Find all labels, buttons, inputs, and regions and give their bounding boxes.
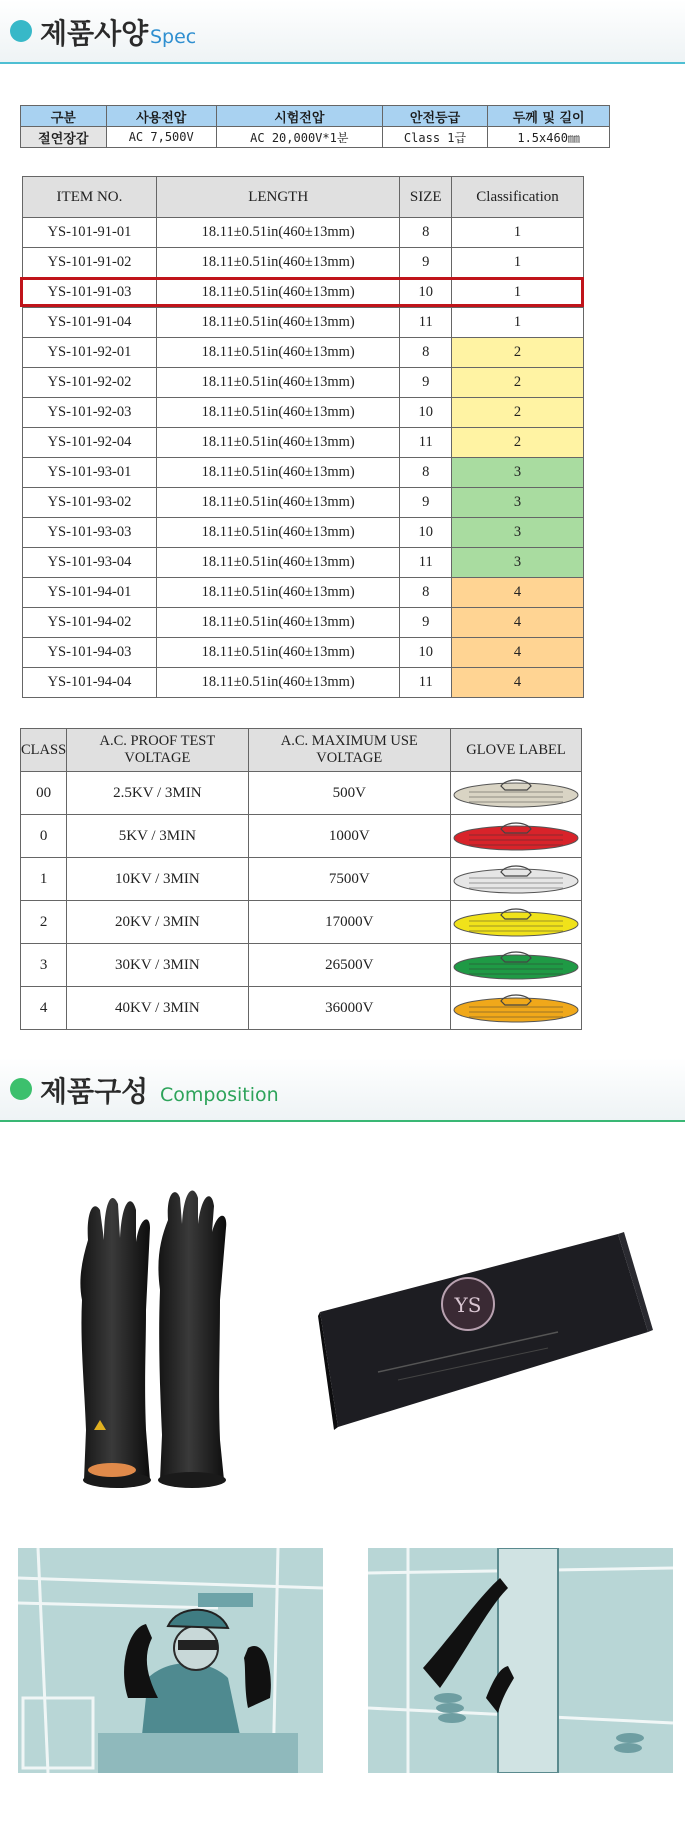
table-row	[23, 548, 584, 578]
class-cell: 00	[21, 772, 67, 815]
composition-title-kr: 제품구성	[40, 1075, 149, 1108]
size-cell: 8	[400, 218, 452, 248]
glove-label-icon	[451, 819, 581, 853]
length-cell: 18.11±0.51in(460±13mm)	[156, 668, 400, 698]
composition-section-header	[0, 1058, 685, 1122]
table-row	[23, 608, 584, 638]
size-cell: 10	[400, 638, 452, 668]
class-cell: 1	[21, 858, 67, 901]
classification-cell: 4	[452, 668, 584, 698]
size-cell: 11	[400, 308, 452, 338]
proof-voltage-cell: 5KV / 3MIN	[67, 815, 248, 858]
item-table	[22, 176, 584, 698]
spec-summary-table	[20, 105, 610, 148]
table-row	[23, 308, 584, 338]
length-cell: 18.11±0.51in(460±13mm)	[156, 248, 400, 278]
item-no-cell: YS-101-93-02	[23, 488, 157, 518]
length-cell: 18.11±0.51in(460±13mm)	[156, 278, 400, 308]
spec-section-header	[0, 0, 685, 64]
table-row	[23, 638, 584, 668]
item-no-cell: YS-101-94-04	[23, 668, 157, 698]
item-no-cell: YS-101-91-04	[23, 308, 157, 338]
item-header-cell: ITEM NO.	[23, 177, 157, 218]
spec-header-cell: 안전등급	[382, 106, 488, 127]
length-cell: 18.11±0.51in(460±13mm)	[156, 518, 400, 548]
length-cell: 18.11±0.51in(460±13mm)	[156, 338, 400, 368]
item-no-cell: YS-101-92-02	[23, 368, 157, 398]
classification-cell: 2	[452, 428, 584, 458]
table-row	[23, 428, 584, 458]
bullet-dot-icon	[10, 20, 32, 42]
item-header-cell: LENGTH	[156, 177, 400, 218]
box-logo-text: YS	[454, 1293, 482, 1317]
composition-title-en: Composition	[160, 1084, 279, 1106]
item-no-cell: YS-101-91-02	[23, 248, 157, 278]
max-voltage-cell: 17000V	[248, 901, 450, 944]
length-cell: 18.11±0.51in(460±13mm)	[156, 488, 400, 518]
table-row	[21, 815, 582, 858]
max-voltage-cell: 7500V	[248, 858, 450, 901]
size-cell: 9	[400, 608, 452, 638]
table-row	[23, 398, 584, 428]
spec-value-cell: AC 20,000V*1분	[216, 127, 382, 148]
class-header-cell: CLASS	[21, 729, 67, 772]
table-row	[21, 901, 582, 944]
table-row	[23, 278, 584, 308]
table-row	[23, 578, 584, 608]
table-row	[21, 987, 582, 1030]
length-cell: 18.11±0.51in(460±13mm)	[156, 218, 400, 248]
size-cell: 8	[400, 338, 452, 368]
table-row	[21, 944, 582, 987]
table-row	[23, 458, 584, 488]
table-row	[23, 218, 584, 248]
item-no-cell: YS-101-92-04	[23, 428, 157, 458]
item-no-cell: YS-101-94-03	[23, 638, 157, 668]
length-cell: 18.11±0.51in(460±13mm)	[156, 548, 400, 578]
classification-cell: 4	[452, 608, 584, 638]
classification-cell: 2	[452, 338, 584, 368]
spec-value-cell: 절연장갑	[21, 127, 107, 148]
length-cell: 18.11±0.51in(460±13mm)	[156, 458, 400, 488]
item-no-cell: YS-101-93-03	[23, 518, 157, 548]
classification-cell: 3	[452, 548, 584, 578]
classification-cell: 3	[452, 458, 584, 488]
class-header-cell: GLOVE LABEL	[450, 729, 581, 772]
item-no-cell: YS-101-92-03	[23, 398, 157, 428]
length-cell: 18.11±0.51in(460±13mm)	[156, 368, 400, 398]
proof-voltage-cell: 2.5KV / 3MIN	[67, 772, 248, 815]
size-cell: 10	[400, 398, 452, 428]
spec-title-en: Spec	[150, 26, 197, 48]
item-no-cell: YS-101-92-01	[23, 338, 157, 368]
class-cell: 0	[21, 815, 67, 858]
size-cell: 11	[400, 668, 452, 698]
item-header-cell: SIZE	[400, 177, 452, 218]
spec-title-kr: 제품사양	[40, 17, 149, 50]
size-cell: 9	[400, 368, 452, 398]
classification-cell: 3	[452, 518, 584, 548]
table-row	[23, 518, 584, 548]
classification-cell: 1	[452, 248, 584, 278]
table-row	[23, 338, 584, 368]
glove-label-cell	[450, 858, 581, 901]
table-row	[23, 668, 584, 698]
table-row	[23, 368, 584, 398]
length-cell: 18.11±0.51in(460±13mm)	[156, 608, 400, 638]
length-cell: 18.11±0.51in(460±13mm)	[156, 308, 400, 338]
glove-label-cell	[450, 987, 581, 1030]
class-header-cell: A.C. PROOF TEST VOLTAGE	[67, 729, 248, 772]
size-cell: 11	[400, 428, 452, 458]
size-cell: 10	[400, 518, 452, 548]
proof-voltage-cell: 10KV / 3MIN	[67, 858, 248, 901]
item-no-cell: YS-101-91-03	[23, 278, 157, 308]
glove-label-cell	[450, 815, 581, 858]
table-row	[23, 248, 584, 278]
item-no-cell: YS-101-93-01	[23, 458, 157, 488]
table-row	[21, 858, 582, 901]
classification-cell: 1	[452, 308, 584, 338]
class-cell: 4	[21, 987, 67, 1030]
classification-cell: 1	[452, 218, 584, 248]
size-cell: 11	[400, 548, 452, 578]
worker-with-gloves-illustration	[18, 1548, 323, 1773]
size-cell: 8	[400, 578, 452, 608]
hand-on-power-line-illustration	[368, 1548, 673, 1773]
spec-header-cell: 두께 및 길이	[488, 106, 610, 127]
length-cell: 18.11±0.51in(460±13mm)	[156, 428, 400, 458]
spec-value-cell: 1.5x460㎜	[488, 127, 610, 148]
black-rubber-gloves-image	[60, 1180, 260, 1510]
spec-header-cell: 사용전압	[106, 106, 216, 127]
proof-voltage-cell: 30KV / 3MIN	[67, 944, 248, 987]
classification-cell: 4	[452, 578, 584, 608]
item-no-cell: YS-101-93-04	[23, 548, 157, 578]
glove-label-cell	[450, 901, 581, 944]
proof-voltage-cell: 20KV / 3MIN	[67, 901, 248, 944]
bullet-dot-icon	[10, 1078, 32, 1100]
glove-label-icon	[451, 776, 581, 810]
glove-label-icon	[451, 948, 581, 982]
glove-label-icon	[451, 905, 581, 939]
spec-value-cell: AC 7,500V	[106, 127, 216, 148]
classification-cell: 4	[452, 638, 584, 668]
max-voltage-cell: 36000V	[248, 987, 450, 1030]
classification-cell: 3	[452, 488, 584, 518]
glove-label-cell	[450, 772, 581, 815]
glove-label-cell	[450, 944, 581, 987]
table-row	[23, 488, 584, 518]
item-header-cell: Classification	[452, 177, 584, 218]
classification-cell: 1	[452, 278, 584, 308]
size-cell: 10	[400, 278, 452, 308]
class-voltage-table	[20, 728, 582, 1030]
length-cell: 18.11±0.51in(460±13mm)	[156, 578, 400, 608]
item-no-cell: YS-101-94-02	[23, 608, 157, 638]
max-voltage-cell: 26500V	[248, 944, 450, 987]
size-cell: 9	[400, 488, 452, 518]
spec-header-cell: 구분	[21, 106, 107, 127]
item-no-cell: YS-101-94-01	[23, 578, 157, 608]
class-cell: 2	[21, 901, 67, 944]
max-voltage-cell: 1000V	[248, 815, 450, 858]
length-cell: 18.11±0.51in(460±13mm)	[156, 398, 400, 428]
glove-label-icon	[451, 862, 581, 896]
spec-value-cell: Class 1급	[382, 127, 488, 148]
classification-cell: 2	[452, 398, 584, 428]
class-cell: 3	[21, 944, 67, 987]
max-voltage-cell: 500V	[248, 772, 450, 815]
item-no-cell: YS-101-91-01	[23, 218, 157, 248]
classification-cell: 2	[452, 368, 584, 398]
class-header-cell: A.C. MAXIMUM USE VOLTAGE	[248, 729, 450, 772]
black-gift-box-image	[318, 1232, 653, 1432]
size-cell: 8	[400, 458, 452, 488]
proof-voltage-cell: 40KV / 3MIN	[67, 987, 248, 1030]
spec-header-cell: 시험전압	[216, 106, 382, 127]
size-cell: 9	[400, 248, 452, 278]
glove-label-icon	[451, 991, 581, 1025]
table-row	[21, 772, 582, 815]
length-cell: 18.11±0.51in(460±13mm)	[156, 638, 400, 668]
